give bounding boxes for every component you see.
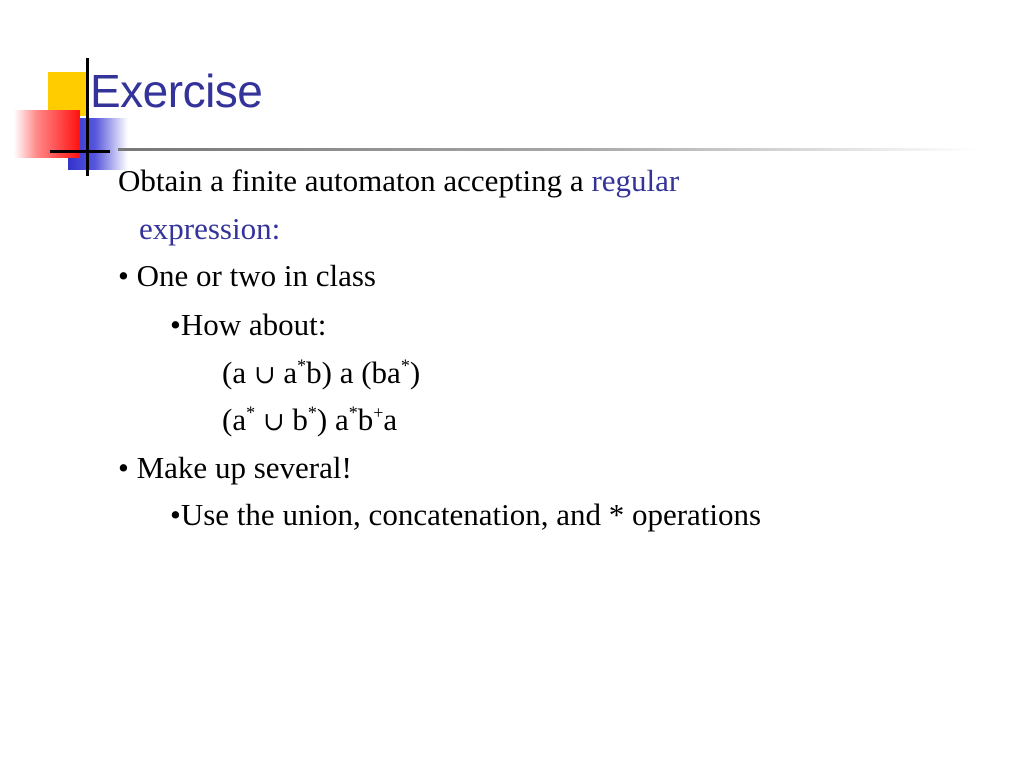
intro-highlight-regular: regular [591, 163, 680, 198]
expr-part: ) a [316, 402, 349, 437]
expr-part: b [357, 402, 374, 437]
logo-horizontal-line [50, 150, 110, 153]
expr-part: b) a (ba [306, 355, 401, 390]
expr-part: ) [409, 355, 421, 390]
star-superscript: * [297, 355, 307, 376]
star-superscript: * [348, 402, 358, 423]
expr-part: (a [222, 355, 254, 390]
logo-vertical-line [86, 58, 89, 176]
star-superscript: * [246, 402, 256, 423]
sub-bullet-use-operations [170, 497, 761, 533]
sub-bullet-text: Use the union, concatenation, and * operations [180, 497, 762, 532]
title-divider [118, 148, 978, 151]
expr-part: (a [222, 402, 247, 437]
bullet-text: One or two in class [136, 258, 376, 293]
union-symbol: ∪ [253, 360, 276, 390]
bullet-marker: • [118, 450, 129, 485]
bullet-text: Make up several! [136, 450, 352, 485]
sub-bullet-marker: • [170, 497, 181, 532]
regex-expression-2 [222, 402, 397, 440]
sub-bullet-how-about [170, 307, 326, 343]
union-symbol: ∪ [262, 407, 285, 437]
intro-line-1 [118, 163, 679, 199]
intro-text: Obtain a finite automaton accepting a [118, 163, 592, 198]
plus-superscript: + [373, 402, 384, 423]
bullet-one-or-two [118, 258, 376, 294]
star-superscript: * [400, 355, 410, 376]
star-superscript: * [307, 402, 317, 423]
slide-title: Exercise [90, 65, 263, 117]
regex-expression-1 [222, 355, 420, 393]
expr-part: a [275, 355, 298, 390]
sub-bullet-text: How about: [180, 307, 327, 342]
sub-bullet-marker: • [170, 307, 181, 342]
expr-part: b [284, 402, 308, 437]
bullet-make-up-several [118, 450, 352, 486]
expr-part: a [383, 402, 398, 437]
expr-part [255, 402, 263, 437]
intro-highlight-expression: expression: [139, 211, 281, 246]
bullet-marker: • [118, 258, 129, 293]
